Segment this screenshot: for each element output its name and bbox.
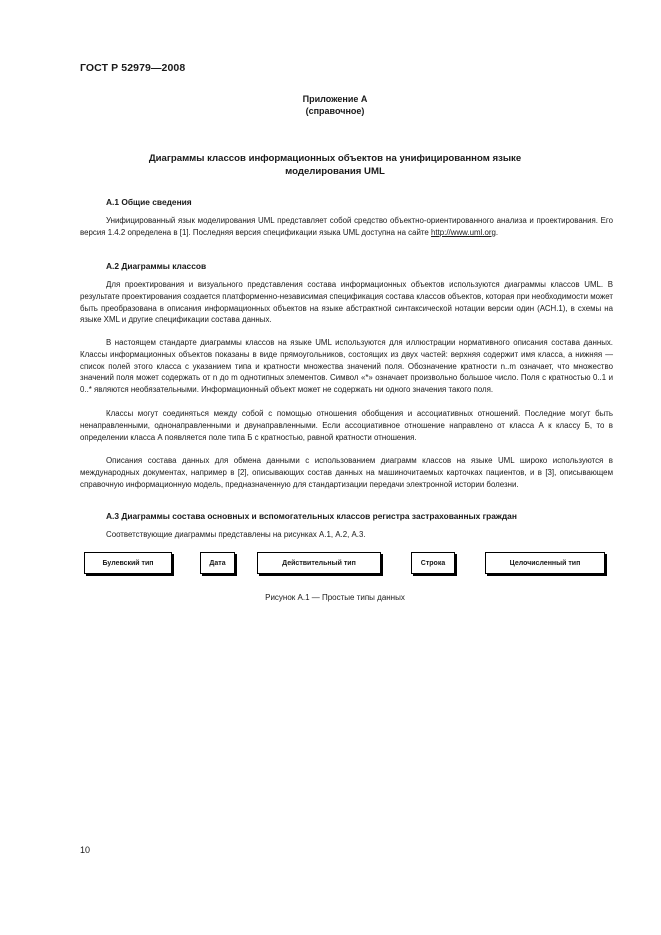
section-a2-heading: А.2 Диаграммы классов bbox=[106, 261, 207, 271]
main-title bbox=[80, 153, 590, 178]
section-a2-paragraph-3: Классы могут соединяться между собой с помощью отношения обобщения и ассоциативных отношений. Последние могут быть ненаправленными, однонаправленными и двунаправленными. Если ассоциативное отношение направлено от класса А к классу Б, то в определении класса А появляется поле типа Б с кратностью, равной кратности отношения. bbox=[80, 409, 613, 442]
figure-caption: Рисунок А.1 — Простые типы данных bbox=[265, 593, 405, 602]
appendix-heading bbox=[80, 93, 590, 117]
type-box-real: Действительный тип bbox=[257, 552, 381, 574]
appendix-title: Приложение А bbox=[302, 94, 368, 104]
section-a1-paragraph bbox=[80, 215, 613, 239]
appendix-subtitle: (справочное) bbox=[305, 106, 365, 116]
main-title-line1: Диаграммы классов информационных объектов на унифицированном языке bbox=[148, 153, 522, 164]
section-a3-paragraph: Соответствующие диаграммы представлены на рисунках А.1, А.2, А.3. bbox=[106, 530, 366, 539]
main-title-line2: моделирования UML bbox=[285, 165, 385, 177]
section-a2-paragraph-2: В настоящем стандарте диаграммы классов на языке UML используются для иллюстрации нормативного описания состава данных. Классы информационных объектов показаны в виде прямоугольников, состоящих из двух частей: верхняя содержит имя класса, а нижняя — список полей этого класса с указанием типа и кратности множества значений поля. Обозначение кратности n..m означает, что множество значений поля может содержать от n до m однотипных элементов. Символ «*» означает произвольно большое число. Поля с кратностью 0..1 и 0..* являются необязательными. Информационный объект может не содержать ни одного значения такого поля. bbox=[80, 338, 613, 395]
page-number: 10 bbox=[80, 845, 91, 855]
section-a1-end: . bbox=[495, 227, 499, 237]
section-a1-heading: А.1 Общие сведения bbox=[106, 197, 192, 207]
document-header: ГОСТ Р 52979—2008 bbox=[80, 62, 186, 74]
section-a2-paragraph-4: Описания состава данных для обмена данными с использованием диаграмм классов на языке UML широко используются в международных документах, например в [2], описывающих состав данных на машиночитаемых карточках пациентов, и в [3], описывающем справочную информационную модель, предназначенную для стандартизации передачи электронной истории болезни. bbox=[80, 456, 613, 489]
type-box-boolean: Булевский тип bbox=[84, 552, 172, 574]
type-box-string: Строка bbox=[411, 552, 455, 574]
type-box-integer: Целочисленный тип bbox=[485, 552, 605, 574]
section-a1-text: Унифицированный язык моделирования UML представляет собой средство объектно-ориентированного анализа и проектирования. Его версия 1.4.2 определена в [1]. Последняя версия спецификации языка UML доступна на сайте bbox=[80, 216, 613, 237]
section-a2-paragraph-1: Для проектирования и визуального представления состава информационных объектов используются диаграммы классов UML. В результате проектирования создается платформенно-независимая спецификация состава классов объектов, которая при необходимости может быть преобразована в описания информационных объектов на языке абстрактной синтаксической нотации версии один (АСН.1), в схемы на языке XML и другие спецификации состава данных. bbox=[80, 280, 613, 325]
uml-site-link[interactable]: http://www.uml.org bbox=[431, 227, 496, 237]
type-box-date: Дата bbox=[200, 552, 235, 574]
section-a3-heading: А.3 Диаграммы состава основных и вспомогательных классов регистра застрахованных граждан bbox=[106, 511, 517, 521]
